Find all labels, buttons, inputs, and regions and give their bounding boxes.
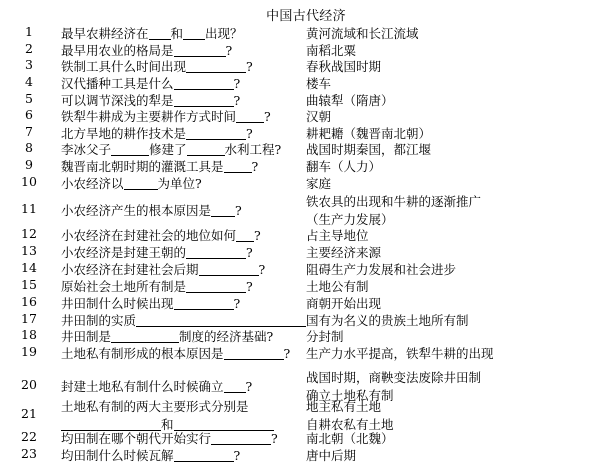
answer-blank: [186, 126, 246, 140]
question-number: 5: [25, 91, 33, 106]
question-number: 9: [25, 157, 33, 172]
question-fragment: 井田制什么时候出现: [61, 296, 174, 311]
answer-blank: [174, 76, 234, 90]
question-fragment: ?: [233, 76, 241, 91]
question-fragment: 土地私有制的两大主要形式分别是: [61, 399, 249, 414]
answer-text: [306, 327, 344, 345]
question-fragment: 均田制什么时候瓦解: [61, 448, 174, 463]
question-number: 19: [21, 344, 37, 359]
question-fragment: ?: [258, 262, 266, 277]
question-fragment: 小农经济在封建社会后期: [61, 262, 199, 277]
answer-line: 国有为名义的贵族土地所有制: [306, 313, 469, 328]
answer-line: 曲辕犁（隋唐）: [306, 93, 394, 108]
question-fragment: 最早农耕经济在: [61, 26, 149, 41]
question-fragment: ?: [245, 378, 253, 394]
question-fragment: ?: [233, 296, 241, 311]
question-fragment: ?: [246, 59, 253, 74]
question-number: 21: [21, 405, 37, 421]
question-text: [61, 140, 281, 158]
answer-blank: [124, 176, 158, 190]
question-fragment: ?: [251, 159, 259, 174]
answer-text: [306, 429, 394, 447]
question-text: [61, 327, 273, 345]
answer-line: 商朝开始出现: [306, 296, 382, 311]
answer-blank: [111, 329, 179, 343]
answer-text: [306, 74, 331, 92]
question-fragment: ?: [271, 431, 278, 446]
question-number: 4: [25, 74, 33, 89]
answer-line: 汉朝: [306, 109, 332, 124]
question-fragment: ?: [246, 279, 253, 294]
question-fragment: 小农经济在封建社会的地位如何: [61, 228, 237, 243]
question-fragment: 水利工程?: [224, 142, 282, 157]
answer-line: 占主导地位: [306, 228, 369, 243]
answer-text: [306, 24, 419, 42]
answer-text: [306, 226, 369, 244]
question-text: [61, 446, 240, 464]
answer-blank: [187, 142, 225, 156]
answer-text: [306, 397, 394, 433]
answer-blank: [183, 26, 205, 40]
question-number: 7: [25, 124, 33, 139]
question-number: 18: [21, 327, 37, 342]
question-fragment: 魏晋南北朝时期的灌溉工具是: [61, 159, 224, 174]
question-fragment: 原始社会土地所有制是: [61, 279, 187, 294]
question-fragment: ?: [264, 109, 271, 124]
answer-line: 地主私有土地: [306, 399, 382, 414]
answer-line: 春秋战国时期: [306, 59, 382, 74]
question-number: 12: [21, 226, 37, 241]
answer-blank: [186, 59, 246, 73]
answer-text: [306, 243, 381, 261]
answer-line: 耕耙耱（魏晋南北朝）: [306, 126, 432, 141]
question-fragment: ?: [246, 245, 253, 260]
question-text: [61, 277, 253, 295]
question-number: 13: [21, 243, 37, 258]
answer-line: 战国时期秦国，都江堰: [306, 142, 432, 157]
question-fragment: ?: [246, 126, 253, 141]
answer-text: [306, 446, 356, 464]
answer-blank: [211, 431, 271, 445]
question-text: [61, 74, 240, 92]
answer-line: 确立土地私有制: [306, 388, 394, 403]
question-fragment: 为单位?: [157, 176, 202, 191]
answer-text: [306, 260, 456, 278]
answer-line: 生产力水平提高，铁犁牛耕的出现: [306, 346, 494, 361]
question-number: 16: [21, 294, 37, 309]
answer-blank: [136, 313, 306, 327]
question-fragment: 井田制的实质: [61, 313, 137, 328]
question-fragment: 小农经济产生的根本原因是: [61, 202, 212, 218]
question-fragment: 制度的经济基础?: [179, 329, 274, 344]
answer-text: [306, 277, 369, 295]
question-fragment: 汉代播种工具是什么: [61, 76, 174, 91]
question-number: 2: [25, 41, 33, 56]
answer-blank: [174, 448, 234, 462]
question-fragment: 和: [170, 26, 184, 41]
question-number: 20: [21, 376, 37, 392]
answer-line: 土地公有制: [306, 279, 369, 294]
answer-text: [306, 192, 481, 228]
answer-blank: [199, 262, 259, 276]
answer-line: 阻碍生产力发展和社会进步: [306, 262, 457, 277]
answer-blank: [224, 379, 246, 393]
question-number: 8: [25, 140, 33, 155]
question-fragment: ?: [233, 448, 241, 463]
question-number: 15: [21, 277, 37, 292]
question-text: [61, 397, 274, 433]
answer-text: [306, 294, 381, 312]
question-fragment: 最早用农业的格局是: [61, 43, 174, 58]
question-fragment: 封建土地私有制什么时候确立: [61, 378, 224, 394]
answer-line: 家庭: [306, 176, 332, 191]
question-fragment: 李冰父子: [61, 142, 112, 157]
answer-line: （生产力发展）: [306, 212, 394, 227]
question-text: [61, 294, 240, 312]
question-fragment: ?: [254, 228, 261, 243]
question-fragment: ?: [235, 202, 242, 218]
answer-line: 南北朝（北魏）: [306, 431, 394, 446]
answer-blank: [236, 109, 264, 123]
answer-line: 翻车（人力）: [306, 159, 382, 174]
question-number: 14: [21, 260, 37, 275]
question-fragment: 北方旱地的耕作技术是: [61, 126, 187, 141]
answer-text: [306, 344, 494, 362]
question-fragment: 铁犁牛耕成为主要耕作方式时间: [61, 109, 237, 124]
question-number: 11: [21, 200, 37, 216]
answer-line: 南稻北粟: [306, 43, 357, 58]
answer-line: 分封制: [306, 329, 344, 344]
question-fragment: 小农经济以: [61, 176, 124, 191]
question-fragment: 铁制工具什么时间出现: [61, 59, 187, 74]
question-number: 10: [21, 174, 37, 189]
question-fragment: 井田制是: [61, 329, 112, 344]
answer-line: 战国时期，商鞅变法废除井田制: [306, 370, 482, 385]
question-number: 22: [21, 429, 37, 444]
answer-blank: [174, 296, 234, 310]
answer-blank: [224, 159, 252, 173]
answer-line: 铁农具的出现和牛耕的逐渐推广: [306, 194, 482, 209]
question-fragment: 土地私有制形成的根本原因是: [61, 346, 224, 361]
question-text: [61, 24, 243, 42]
question-fragment: ?: [233, 93, 241, 108]
answer-blank: [186, 279, 246, 293]
question-fragment: ?: [225, 43, 233, 58]
question-text: [61, 201, 242, 219]
answer-blank: [111, 142, 149, 156]
answer-text: [306, 140, 431, 158]
question-fragment: 均田制在哪个朝代开始实行: [61, 431, 212, 446]
answer-line: 楼车: [306, 76, 332, 91]
question-number: 23: [21, 446, 37, 461]
page-title: 中国古代经济: [266, 9, 346, 24]
answer-text: [306, 107, 331, 125]
question-text: [61, 226, 261, 244]
question-number: 1: [25, 24, 33, 39]
question-fragment: 可以调节深浅的犁是: [61, 93, 174, 108]
answer-blank: [211, 203, 235, 217]
question-text: [61, 243, 253, 261]
answer-line: 自耕农私有土地: [306, 417, 394, 432]
question-number: 6: [25, 107, 33, 122]
answer-blank: [149, 26, 171, 40]
answer-line: 主要经济来源: [306, 245, 382, 260]
question-number: 3: [25, 57, 33, 72]
question-fragment: 和: [161, 417, 174, 432]
answer-blank: [174, 93, 234, 107]
answer-text: [306, 57, 381, 75]
question-fragment: 修建了: [149, 142, 187, 157]
question-text: [61, 107, 271, 125]
answer-line: 唐中后期: [306, 448, 357, 463]
question-text: [61, 377, 252, 395]
answer-text: [306, 157, 381, 175]
question-fragment: ?: [283, 346, 291, 361]
answer-blank: [224, 346, 284, 360]
question-text: [61, 429, 278, 447]
question-text: [61, 344, 290, 362]
answer-blank: [186, 245, 246, 259]
answer-blank: [236, 228, 254, 242]
question-text: [61, 57, 253, 75]
question-fragment: 小农经济是封建王朝的: [61, 245, 187, 260]
question-text: [61, 260, 265, 278]
question-text: [61, 174, 202, 192]
answer-line: 黄河流域和长江流域: [306, 26, 419, 41]
answer-text: [306, 174, 331, 192]
question-fragment: 出现？: [205, 26, 243, 41]
question-text: [61, 157, 258, 175]
answer-blank: [174, 43, 226, 57]
question-number: 17: [21, 311, 37, 326]
